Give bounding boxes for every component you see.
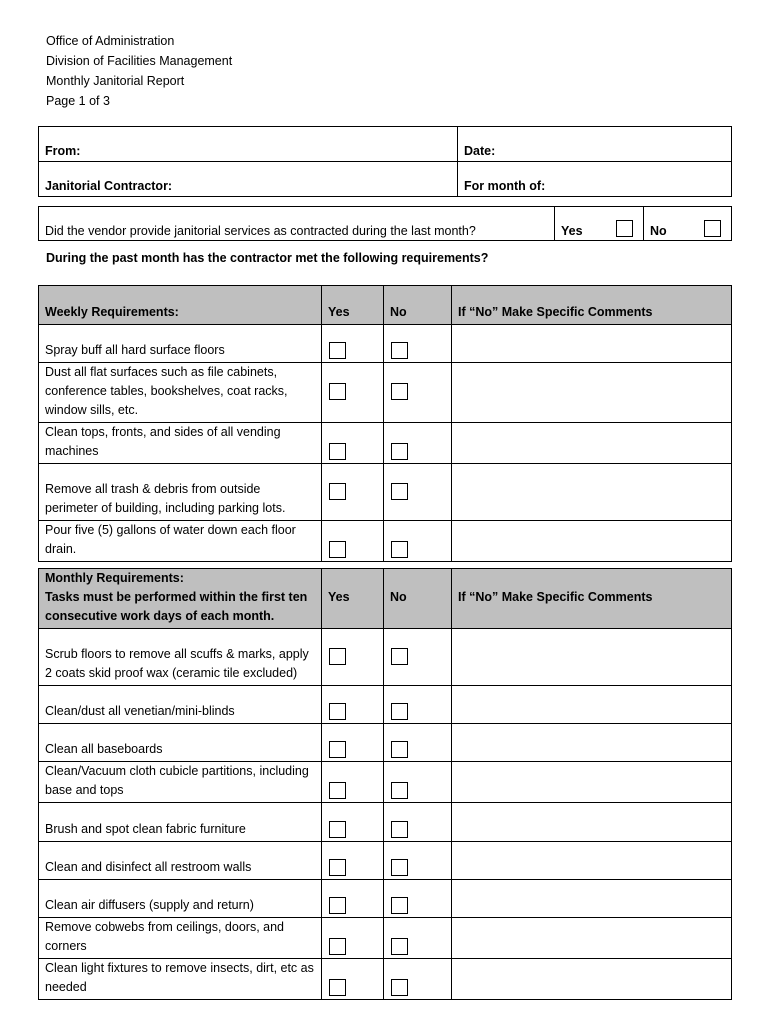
yes-checkbox[interactable] — [329, 541, 346, 558]
no-checkbox[interactable] — [391, 821, 408, 838]
yes-checkbox[interactable] — [329, 648, 346, 665]
report-header — [46, 31, 232, 111]
comment-cell[interactable] — [452, 724, 732, 762]
comment-cell[interactable] — [452, 325, 732, 363]
monthly-header-yes: Yes — [322, 569, 384, 629]
requirement-label: Clean/dust all venetian/mini-blinds — [39, 686, 322, 724]
vendor-question: Did the vendor provide janitorial services as contracted during the last month? — [39, 207, 555, 241]
no-checkbox[interactable] — [391, 648, 408, 665]
no-checkbox[interactable] — [391, 383, 408, 400]
weekly-header-comments: If “No” Make Specific Comments — [452, 286, 732, 325]
info-table — [38, 126, 732, 197]
yes-checkbox[interactable] — [329, 938, 346, 955]
requirement-label: Remove cobwebs from ceilings, doors, and corners — [39, 918, 322, 959]
monthly-header-title-cell — [39, 569, 322, 629]
comment-cell[interactable] — [452, 918, 732, 959]
comment-cell[interactable] — [452, 464, 732, 521]
comment-cell[interactable] — [452, 686, 732, 724]
yes-checkbox[interactable] — [329, 443, 346, 460]
requirement-label: Clean air diffusers (supply and return) — [39, 880, 322, 918]
no-checkbox[interactable] — [391, 703, 408, 720]
monthly-requirements-table — [38, 568, 732, 1000]
no-checkbox[interactable] — [391, 979, 408, 996]
header-page-number: Page 1 of 3 — [46, 94, 110, 108]
requirement-label: Pour five (5) gallons of water down each floor drain. — [39, 521, 322, 562]
date-label: Date: — [464, 144, 496, 158]
month-label: For month of: — [464, 179, 546, 193]
table-row — [39, 686, 732, 724]
comment-cell[interactable] — [452, 880, 732, 918]
no-checkbox[interactable] — [391, 897, 408, 914]
vendor-no-checkbox[interactable] — [704, 220, 721, 237]
contractor-label: Janitorial Contractor: — [45, 179, 173, 193]
weekly-header-yes: Yes — [322, 286, 384, 325]
header-division: Division of Facilities Management — [46, 54, 233, 68]
yes-checkbox[interactable] — [329, 383, 346, 400]
table-row — [39, 959, 732, 1000]
comment-cell[interactable] — [452, 423, 732, 464]
comment-cell[interactable] — [452, 762, 732, 803]
table-row — [39, 325, 732, 363]
comment-cell[interactable] — [452, 629, 732, 686]
no-checkbox[interactable] — [391, 483, 408, 500]
yes-checkbox[interactable] — [329, 483, 346, 500]
comment-cell[interactable] — [452, 363, 732, 423]
yes-checkbox[interactable] — [329, 897, 346, 914]
no-checkbox[interactable] — [391, 741, 408, 758]
comment-cell[interactable] — [452, 959, 732, 1000]
requirements-question: During the past month has the contractor met the following requirements? — [46, 251, 489, 265]
yes-checkbox[interactable] — [329, 342, 346, 359]
yes-checkbox[interactable] — [329, 741, 346, 758]
no-checkbox[interactable] — [391, 859, 408, 876]
table-row — [39, 521, 732, 562]
requirement-label: Clean and disinfect all restroom walls — [39, 842, 322, 880]
table-row — [39, 842, 732, 880]
header-office: Office of Administration — [46, 34, 175, 48]
comment-cell[interactable] — [452, 803, 732, 842]
requirement-label: Clean tops, fronts, and sides of all vending machines — [39, 423, 322, 464]
table-row — [39, 423, 732, 464]
vendor-services-table — [38, 206, 732, 241]
from-field[interactable] — [39, 127, 458, 162]
table-row — [39, 724, 732, 762]
table-row — [39, 629, 732, 686]
weekly-requirements-table — [38, 285, 732, 562]
vendor-no-cell — [644, 207, 732, 241]
month-field[interactable] — [458, 162, 732, 197]
vendor-no-label: No — [650, 224, 667, 238]
monthly-header-title: Monthly Requirements: — [45, 571, 184, 585]
table-row — [39, 803, 732, 842]
table-row — [39, 880, 732, 918]
requirement-label: Clean/Vacuum cloth cubicle partitions, including base and tops — [39, 762, 322, 803]
no-checkbox[interactable] — [391, 782, 408, 799]
requirement-label: Dust all flat surfaces such as file cabinets, conference tables, bookshelves, coat racks, window sills, etc. — [39, 363, 322, 423]
no-checkbox[interactable] — [391, 443, 408, 460]
yes-checkbox[interactable] — [329, 703, 346, 720]
date-field[interactable] — [458, 127, 732, 162]
yes-checkbox[interactable] — [329, 979, 346, 996]
vendor-yes-cell — [555, 207, 644, 241]
requirement-label: Spray buff all hard surface floors — [39, 325, 322, 363]
no-checkbox[interactable] — [391, 342, 408, 359]
requirement-label: Brush and spot clean fabric furniture — [39, 803, 322, 842]
comment-cell[interactable] — [452, 842, 732, 880]
requirement-label: Clean all baseboards — [39, 724, 322, 762]
monthly-header-comments: If “No” Make Specific Comments — [452, 569, 732, 629]
table-row — [39, 464, 732, 521]
yes-checkbox[interactable] — [329, 821, 346, 838]
table-row — [39, 918, 732, 959]
weekly-header-no: No — [384, 286, 452, 325]
comment-cell[interactable] — [452, 521, 732, 562]
vendor-yes-checkbox[interactable] — [616, 220, 633, 237]
no-checkbox[interactable] — [391, 938, 408, 955]
table-row — [39, 762, 732, 803]
table-row — [39, 363, 732, 423]
monthly-header-no: No — [384, 569, 452, 629]
requirement-label: Remove all trash & debris from outside perimeter of building, including parking lots. — [39, 464, 322, 521]
yes-checkbox[interactable] — [329, 859, 346, 876]
vendor-yes-label: Yes — [561, 224, 583, 238]
monthly-header-subtitle: Tasks must be performed within the first ten consecutive work days of each month. — [45, 590, 308, 623]
requirement-label: Scrub floors to remove all scuffs & marks, apply 2 coats skid proof wax (ceramic tile excluded) — [39, 629, 322, 686]
contractor-field[interactable] — [39, 162, 458, 197]
weekly-header-title: Weekly Requirements: — [39, 286, 322, 325]
from-label: From: — [45, 144, 81, 158]
header-report-title: Monthly Janitorial Report — [46, 74, 185, 88]
requirement-label: Clean light fixtures to remove insects, dirt, etc as needed — [39, 959, 322, 1000]
no-checkbox[interactable] — [391, 541, 408, 558]
yes-checkbox[interactable] — [329, 782, 346, 799]
